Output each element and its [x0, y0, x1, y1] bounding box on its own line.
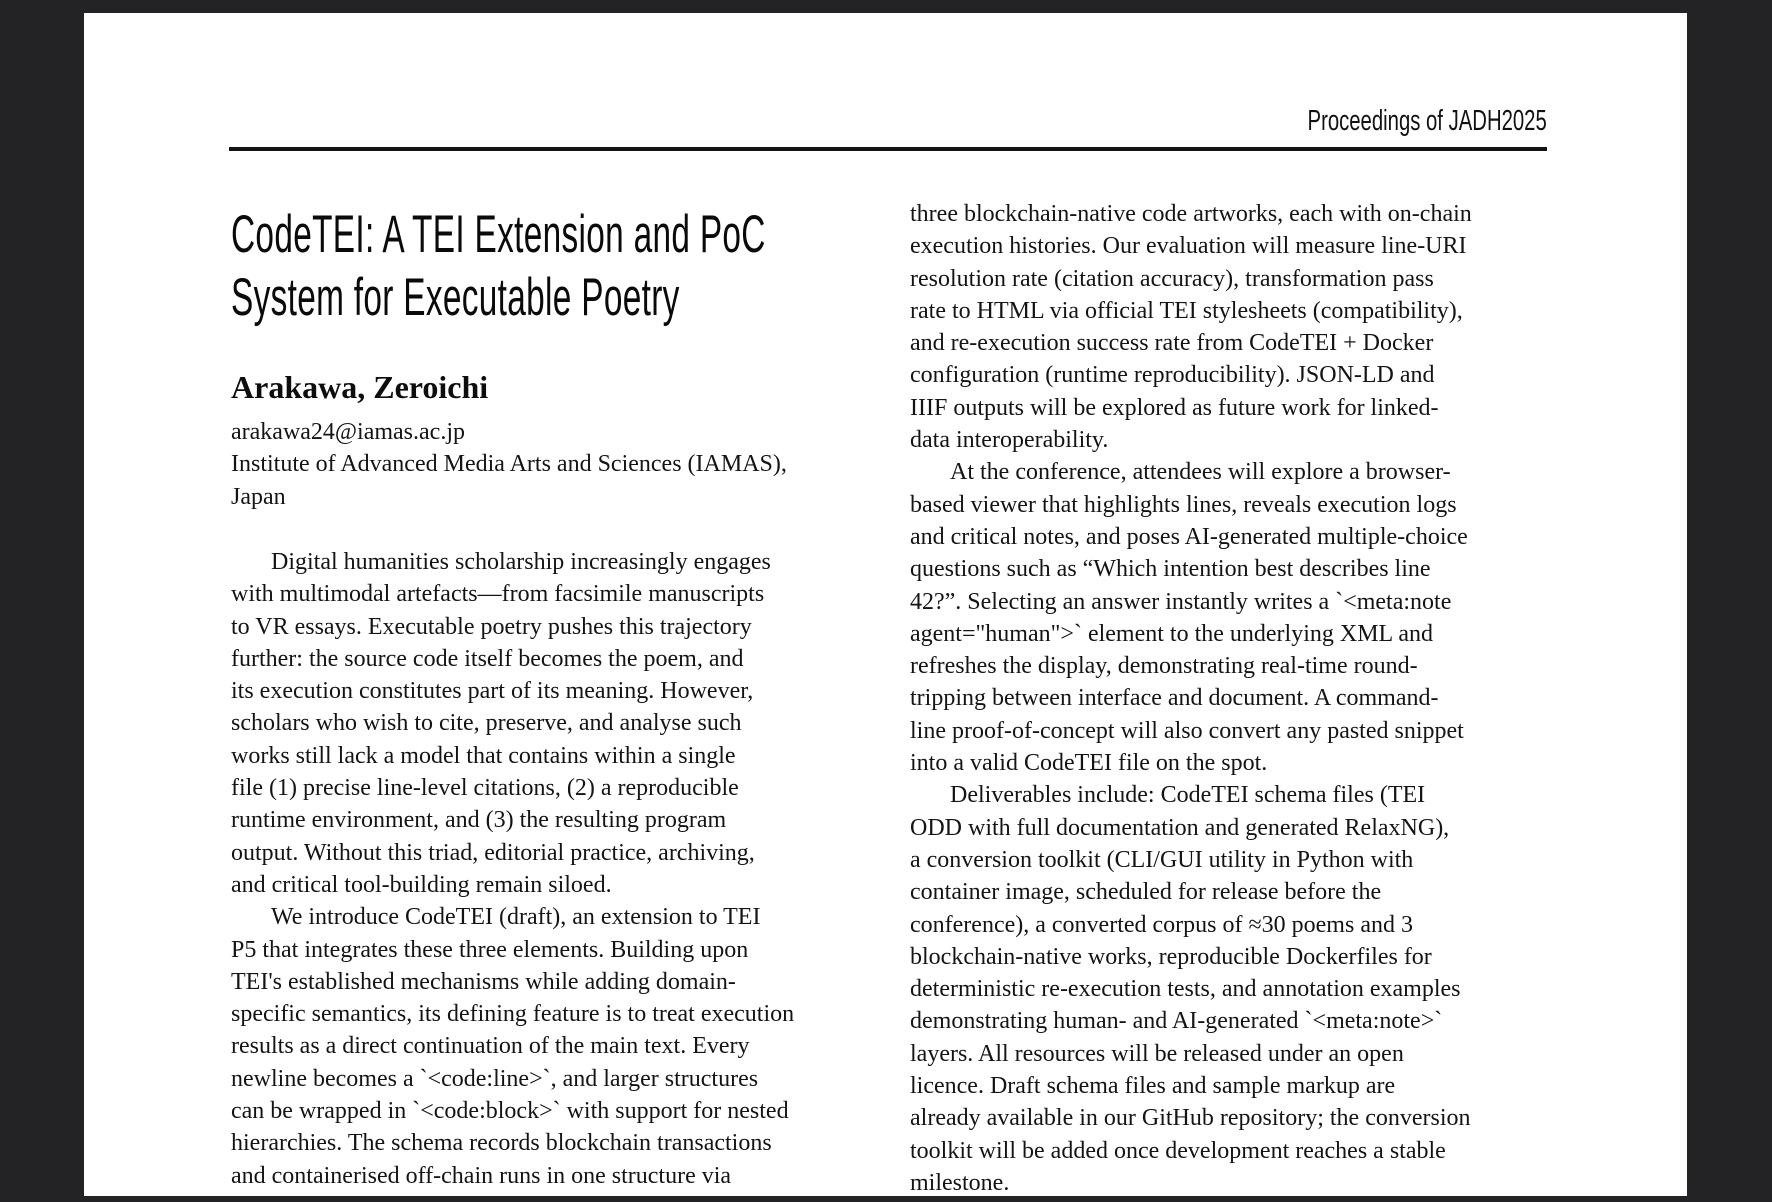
body-line: a conversion toolkit (CLI/GUI utility in Python with: [910, 846, 1414, 873]
paragraph: [231, 901, 876, 1192]
author-email: arakawa24@iamas.ac.jp: [231, 419, 465, 445]
body-line: ODD with full documentation and generated RelaxNG),: [910, 814, 1450, 841]
body-line: runtime environment, and (3) the resulting program: [231, 807, 727, 834]
body-line: deterministic re-execution tests, and annotation examples: [910, 976, 1461, 1003]
body-line: conference), a converted corpus of ≈30 poems and 3: [910, 911, 1413, 938]
body-line: and critical notes, and poses AI-generated multiple-choice: [910, 523, 1468, 550]
author-contact-block: [231, 416, 787, 513]
body-line: demonstrating human- and AI-generated `<meta:note>`: [910, 1008, 1443, 1035]
body-line: and critical tool-building remain siloed.: [231, 871, 612, 898]
body-line: data interoperability.: [910, 427, 1109, 454]
body-line: with multimodal artefacts—from facsimile manuscripts: [231, 581, 765, 608]
body-line: milestone.: [910, 1169, 1010, 1196]
body-line: Digital humanities scholarship increasingly engages: [271, 549, 771, 575]
body-line: already available in our GitHub repository; the conversion: [910, 1105, 1471, 1132]
paper-title-line-2: System for Executable Poetry: [231, 268, 680, 327]
body-line: execution histories. Our evaluation will measure line-URI: [910, 233, 1467, 260]
body-line: blockchain-native works, reproducible Dockerfiles for: [910, 943, 1432, 970]
body-line: questions such as “Which intention best describes line: [910, 556, 1431, 583]
paper-page: [84, 13, 1687, 1196]
paragraph: [910, 779, 1570, 1199]
paragraph: [231, 546, 876, 901]
author-affiliation-line-1: Institute of Advanced Media Arts and Sciences (IAMAS),: [231, 451, 787, 478]
body-line: further: the source code itself becomes the poem, and: [231, 645, 744, 672]
body-line: and containerised off-chain runs in one structure via: [231, 1162, 732, 1189]
author-affiliation-line-2: Japan: [231, 483, 286, 510]
author-name: Arakawa, Zeroichi: [231, 369, 489, 405]
body-line: works still lack a model that contains within a single: [231, 742, 736, 769]
body-line: into a valid CodeTEI file on the spot.: [910, 750, 1268, 777]
body-line: resolution rate (citation accuracy), transformation pass: [910, 265, 1434, 292]
paragraph: [910, 456, 1570, 779]
body-line: refreshes the display, demonstrating real-time round-: [910, 653, 1418, 680]
body-line: three blockchain-native code artworks, each with on-chain: [910, 201, 1472, 227]
body-line: line proof-of-concept will also convert any pasted snippet: [910, 717, 1464, 744]
body-line: P5 that integrates these three elements. Building upon: [231, 936, 749, 963]
body-column-right: [910, 198, 1570, 1199]
body-line: to VR essays. Executable poetry pushes this trajectory: [231, 613, 752, 640]
body-line: and re-execution success rate from CodeTEI + Docker: [910, 330, 1434, 357]
body-line: hierarchies. The schema records blockchain transactions: [231, 1130, 772, 1157]
proceedings-header: Proceedings of JADH2025: [1307, 105, 1547, 137]
body-line: results as a direct continuation of the main text. Every: [231, 1033, 750, 1060]
paper-title-line-1: CodeTEI: A TEI Extension and PoC: [231, 205, 766, 264]
body-line: rate to HTML via official TEI stylesheets (compatibility),: [910, 297, 1463, 324]
body-line: container image, scheduled for release before the: [910, 879, 1382, 906]
body-line: configuration (runtime reproducibility). JSON-LD and: [910, 362, 1435, 389]
body-line: agent="human">` element to the underlying XML and: [910, 620, 1433, 647]
body-line: licence. Draft schema files and sample markup are: [910, 1073, 1396, 1100]
body-line: scholars who wish to cite, preserve, and analyse such: [231, 710, 742, 737]
paragraph: [910, 198, 1570, 456]
header-rule: [229, 147, 1547, 151]
body-column-left: [231, 546, 876, 1192]
body-line: TEI's established mechanisms while adding domain-: [231, 968, 736, 995]
body-line: layers. All resources will be released under an open: [910, 1040, 1404, 1067]
body-line: file (1) precise line-level citations, (2) a reproducible: [231, 775, 739, 802]
body-line: At the conference, attendees will explore a browser-: [950, 459, 1451, 486]
body-line: can be wrapped in `<code:block>` with support for nested: [231, 1098, 789, 1125]
body-line: tripping between interface and document. A command-: [910, 685, 1439, 712]
body-line: based viewer that highlights lines, reveals execution logs: [910, 491, 1457, 518]
body-line: We introduce CodeTEI (draft), an extension to TEI: [271, 904, 761, 931]
body-line: Deliverables include: CodeTEI schema files (TEI: [950, 782, 1426, 809]
body-line: output. Without this triad, editorial practice, archiving,: [231, 839, 755, 866]
body-line: toolkit will be added once development reaches a stable: [910, 1137, 1446, 1164]
body-line: IIIF outputs will be explored as future work for linked-: [910, 394, 1439, 421]
body-line: 42?”. Selecting an answer instantly writes a `<meta:note: [910, 588, 1452, 615]
body-line: specific semantics, its defining feature is to treat execution: [231, 1001, 795, 1028]
body-line: newline becomes a `<code:line>`, and larger structures: [231, 1065, 759, 1092]
body-line: its execution constitutes part of its meaning. However,: [231, 678, 754, 705]
